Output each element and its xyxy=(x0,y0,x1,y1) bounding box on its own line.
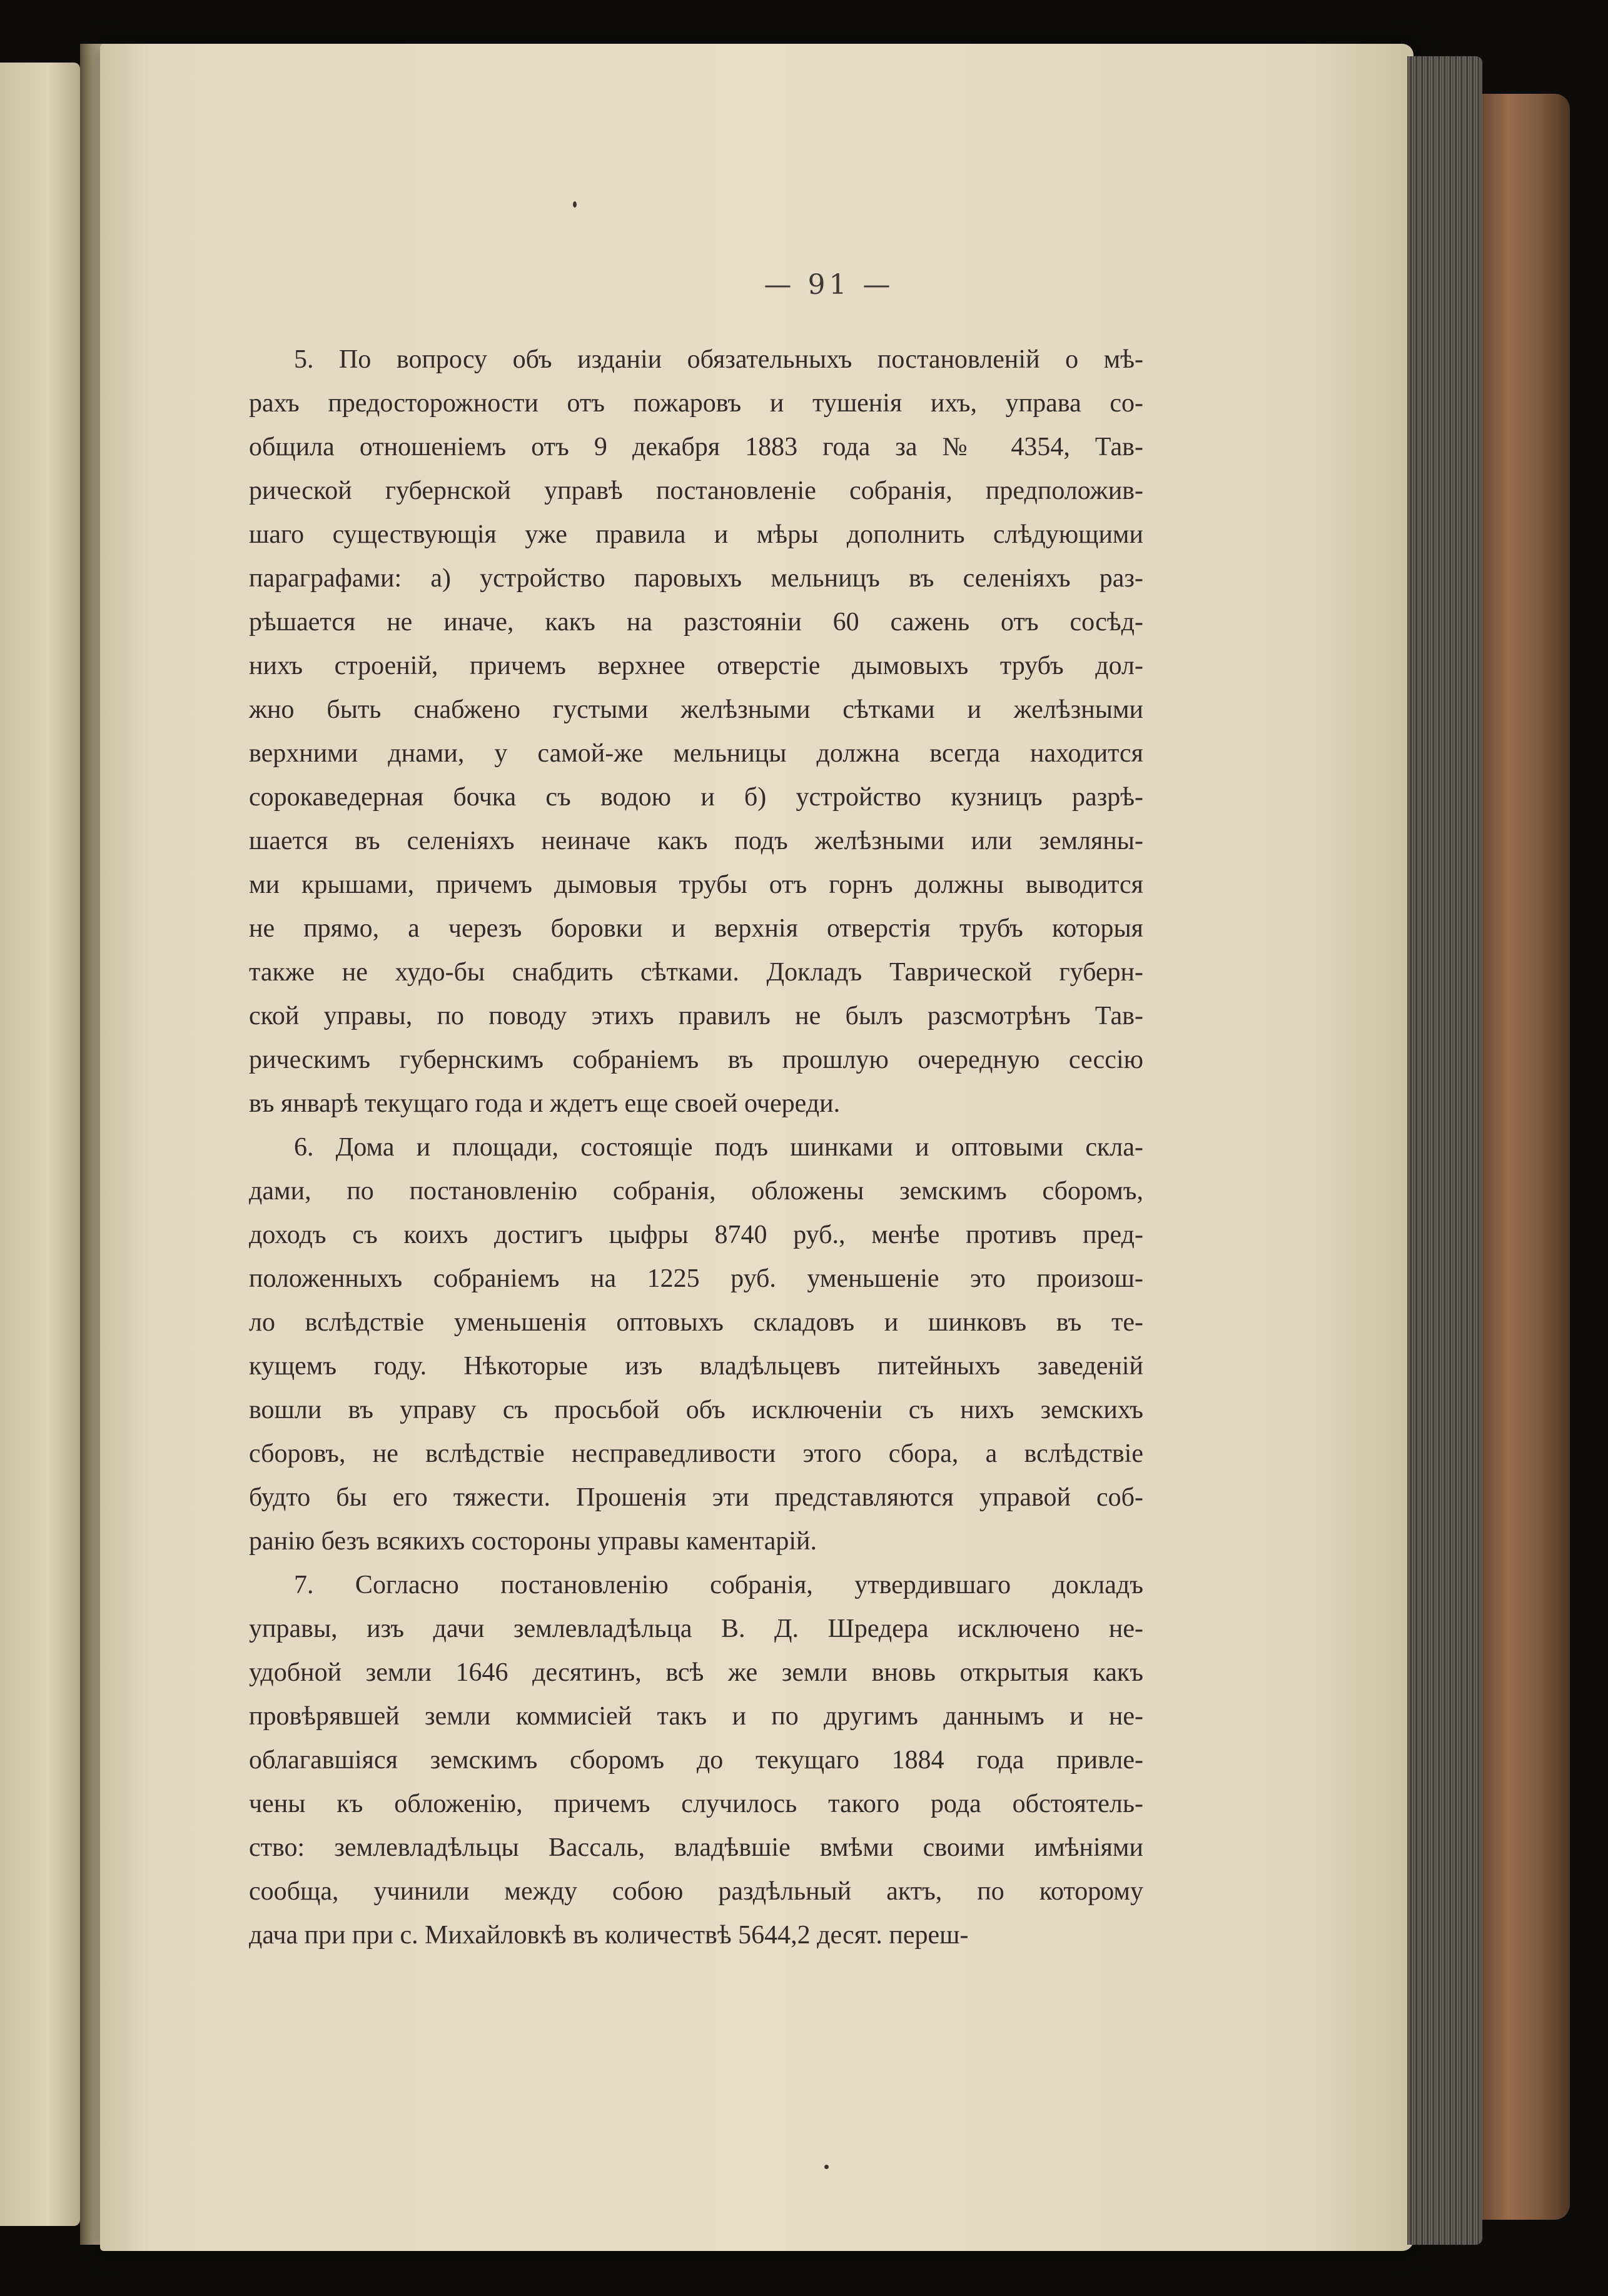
text-line: чены къ обложенію, причемъ случилось такого рода обстоятель- xyxy=(249,1790,1143,1818)
page-stack-edge xyxy=(1407,56,1482,2245)
text-line: въ январѣ текущаго года и ждетъ еще своей очереди. xyxy=(249,1089,841,1118)
text-line: сорокаведерная бочка съ водою и б) устройство кузницъ разрѣ- xyxy=(249,783,1143,812)
text-line: шаго существующія уже правила и мѣры дополнить слѣдующими xyxy=(249,520,1143,549)
text-line: также не худо-бы снабдить сѣтками. Докладъ Таврической губерн- xyxy=(249,958,1143,987)
text-line: 5. По вопросу объ изданіи обязательныхъ постановленій о мѣ- xyxy=(294,345,1143,374)
text-line: дача при при с. Михайловкѣ въ количествѣ 5644,2 десят. переш- xyxy=(249,1921,969,1950)
text-line: параграфами: а) устройство паровыхъ мельницъ въ селеніяхъ раз- xyxy=(249,564,1143,593)
ink-speck xyxy=(824,2165,829,2169)
text-line: кущемъ году. Нѣкоторые изъ владѣльцевъ питейныхъ заведеній xyxy=(249,1352,1143,1381)
paragraph xyxy=(249,1563,1143,1957)
text-line: рѣшается не иначе, какъ на разстояніи 60 сажень отъ сосѣд- xyxy=(249,608,1143,637)
text-line: провѣрявшей земли коммисіей такъ и по другимъ даннымъ и не- xyxy=(249,1702,1143,1731)
text-line: облагавшіяся земскимъ сборомъ до текущаго 1884 года привле- xyxy=(249,1746,1143,1775)
text-line: общила отношеніемъ отъ 9 декабря 1883 года за № 4354, Тав- xyxy=(249,433,1143,461)
text-line: вошли въ управу съ просьбой объ исключеніи съ нихъ земскихъ xyxy=(249,1396,1143,1424)
left-page-edge xyxy=(0,63,80,2226)
text-line: ской управы, по поводу этихъ правилъ не былъ разсмотрѣнъ Тав- xyxy=(249,1002,1143,1030)
text-line: нихъ строеній, причемъ верхнее отверстіе дымовыхъ трубъ дол- xyxy=(249,652,1143,680)
text-line: рической губернской управѣ постановленіе собранія, предположив- xyxy=(249,476,1143,505)
text-line: ранію безъ всякихъ состороны управы каментарій. xyxy=(249,1527,817,1556)
text-line: положенныхъ собраніемъ на 1225 руб. уменьшеніе это произош- xyxy=(249,1264,1143,1293)
text-line: 6. Дома и площади, состоящіе подъ шинками и оптовыми скла- xyxy=(294,1133,1143,1162)
text-line: верхними днами, у самой-же мельницы должна всегда находится xyxy=(249,739,1143,768)
text-line: удобной земли 1646 десятинъ, всѣ же земли вновь открытыя какъ xyxy=(249,1658,1143,1687)
text-line: не прямо, а черезъ боровки и верхнія отверстія трубъ которыя xyxy=(249,914,1143,943)
text-line: шается въ селеніяхъ неиначе какъ подъ желѣзными или земляны- xyxy=(249,827,1143,855)
text-line: ло вслѣдствіе уменьшенія оптовыхъ складовъ и шинковъ въ те- xyxy=(249,1308,1143,1337)
page-number: — 91 — xyxy=(764,269,894,301)
text-line: рахъ предосторожности отъ пожаровъ и тушенія ихъ, управа со- xyxy=(249,389,1143,418)
text-line: дами, по постановленію собранія, обложены земскимъ сборомъ, xyxy=(249,1177,1143,1206)
book-cover-edge xyxy=(1482,94,1570,2220)
paragraph xyxy=(249,338,1143,1125)
text-line: сборовъ, не вслѣдствіе несправедливости этого сбора, а вслѣдствіе xyxy=(249,1439,1143,1468)
text-line: управы, изъ дачи землевладѣльца В. Д. Шредера исключено не- xyxy=(249,1614,1143,1643)
text-line: ство: землевладѣльцы Вассаль, владѣвшіе вмѣми своими имѣніями xyxy=(249,1833,1143,1862)
page-text xyxy=(249,338,1143,1957)
ink-speck xyxy=(573,201,577,208)
text-line: 7. Согласно постановленію собранія, утвердившаго докладъ xyxy=(294,1571,1143,1599)
text-line: жно быть снабжено густыми желѣзными сѣтками и желѣзными xyxy=(249,695,1143,724)
text-line: сообща, учинили между собою раздѣльный актъ, по которому xyxy=(249,1877,1143,1906)
paragraph xyxy=(249,1125,1143,1563)
text-line: доходъ съ коихъ достигъ цыфры 8740 руб., менѣе противъ пред- xyxy=(249,1221,1143,1249)
text-line: ми крышами, причемъ дымовыя трубы отъ горнъ должны выводится xyxy=(249,870,1143,899)
text-line: будто бы его тяжести. Прошенія эти представляются управой соб- xyxy=(249,1483,1143,1512)
text-line: рическимъ губернскимъ собраніемъ въ прошлую очередную сессію xyxy=(249,1045,1143,1074)
